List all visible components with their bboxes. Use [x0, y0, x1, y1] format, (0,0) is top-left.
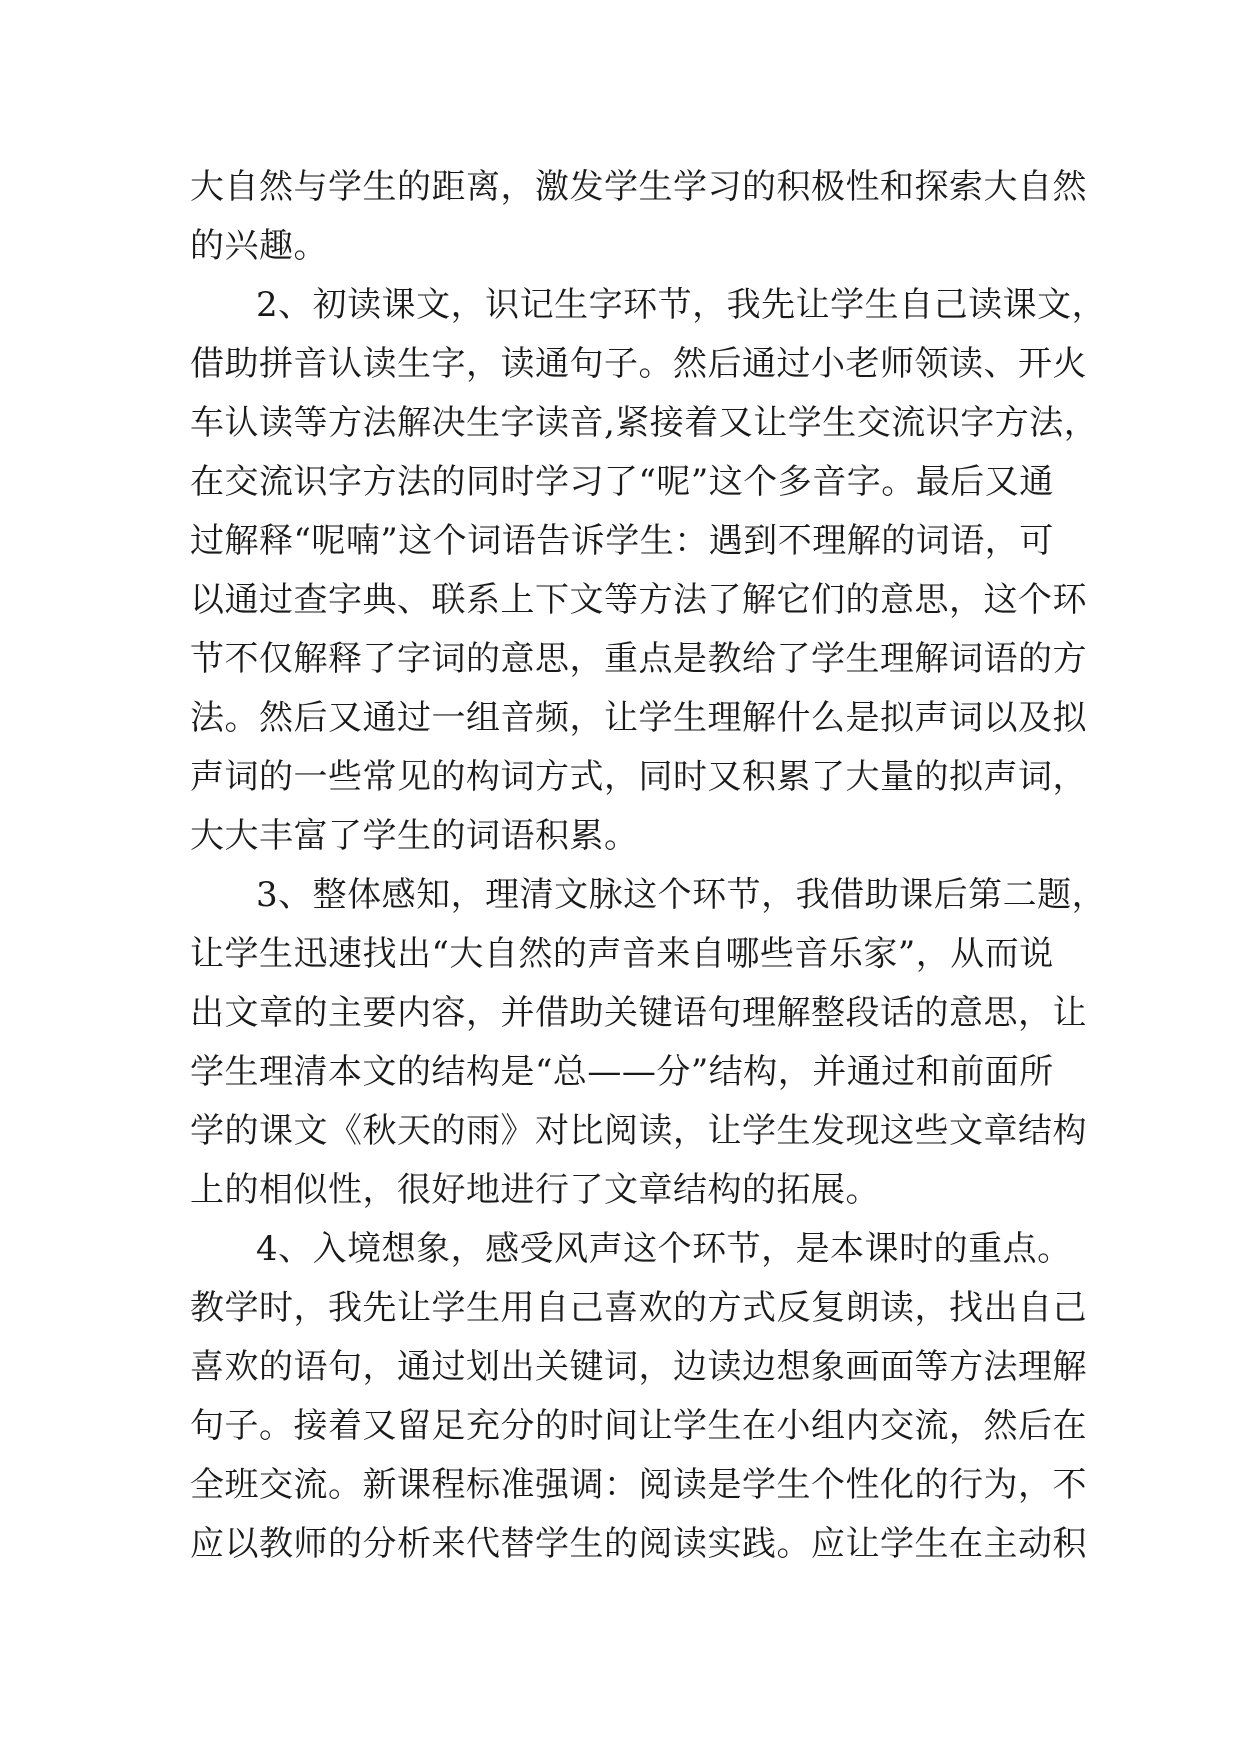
document-body — [190, 158, 1107, 1574]
text-line: 节不仅解释了字词的意思，重点是教给了学生理解词语的方 — [190, 639, 1087, 679]
text-line: 学生理清本文的结构是“总——分”结构，并通过和前面所 — [190, 1052, 1054, 1092]
text-line: 在交流识字方法的同时学习了“呢”这个多音字。最后又通 — [190, 462, 1054, 502]
text-line: 上的相似性，很好地进行了文章结构的拓展。 — [190, 1170, 880, 1210]
paragraph-start-line: 2、初读课文，识记生字环节，我先让学生自己读课文， — [256, 285, 1107, 325]
paragraph-start-line: 3、整体感知，理清文脉这个环节，我借助课后第二题， — [256, 875, 1107, 915]
text-line: 声词的一些常见的构词方式，同时又积累了大量的拟声词， — [190, 757, 1087, 797]
text-line: 借助拼音认读生字，读通句子。然后通过小老师领读、开火 — [190, 344, 1087, 384]
text-line: 车认读等方法解决生字读音,紧接着又让学生交流识字方法， — [190, 403, 1099, 443]
text-line: 学的课文《秋天的雨》对比阅读，让学生发现这些文章结构 — [190, 1111, 1087, 1151]
text-line: 大大丰富了学生的词语积累。 — [190, 816, 639, 856]
text-line: 教学时，我先让学生用自己喜欢的方式反复朗读，找出自己 — [190, 1288, 1087, 1328]
text-line: 让学生迅速找出“大自然的声音来自哪些音乐家”，从而说 — [190, 934, 1054, 974]
text-line: 应以教师的分析来代替学生的阅读实践。应让学生在主动积 — [190, 1524, 1087, 1564]
text-line: 全班交流。新课程标准强调：阅读是学生个性化的行为，不 — [190, 1465, 1087, 1505]
text-line: 的兴趣。 — [190, 226, 328, 266]
text-line: 过解释“呢喃”这个词语告诉学生：遇到不理解的词语，可 — [190, 521, 1054, 561]
text-line: 以通过查字典、联系上下文等方法了解它们的意思，这个环 — [190, 580, 1087, 620]
text-line: 大自然与学生的距离，激发学生学习的积极性和探索大自然 — [190, 167, 1087, 207]
paragraph-start-line: 4、入境想象，感受风声这个环节，是本课时的重点。 — [256, 1229, 1072, 1269]
text-line: 喜欢的语句，通过划出关键词，边读边想象画面等方法理解 — [190, 1347, 1087, 1387]
text-line: 法。然后又通过一组音频，让学生理解什么是拟声词以及拟 — [190, 698, 1087, 738]
text-line: 句子。接着又留足充分的时间让学生在小组内交流，然后在 — [190, 1406, 1087, 1446]
text-line: 出文章的主要内容，并借助关键语句理解整段话的意思，让 — [190, 993, 1087, 1033]
